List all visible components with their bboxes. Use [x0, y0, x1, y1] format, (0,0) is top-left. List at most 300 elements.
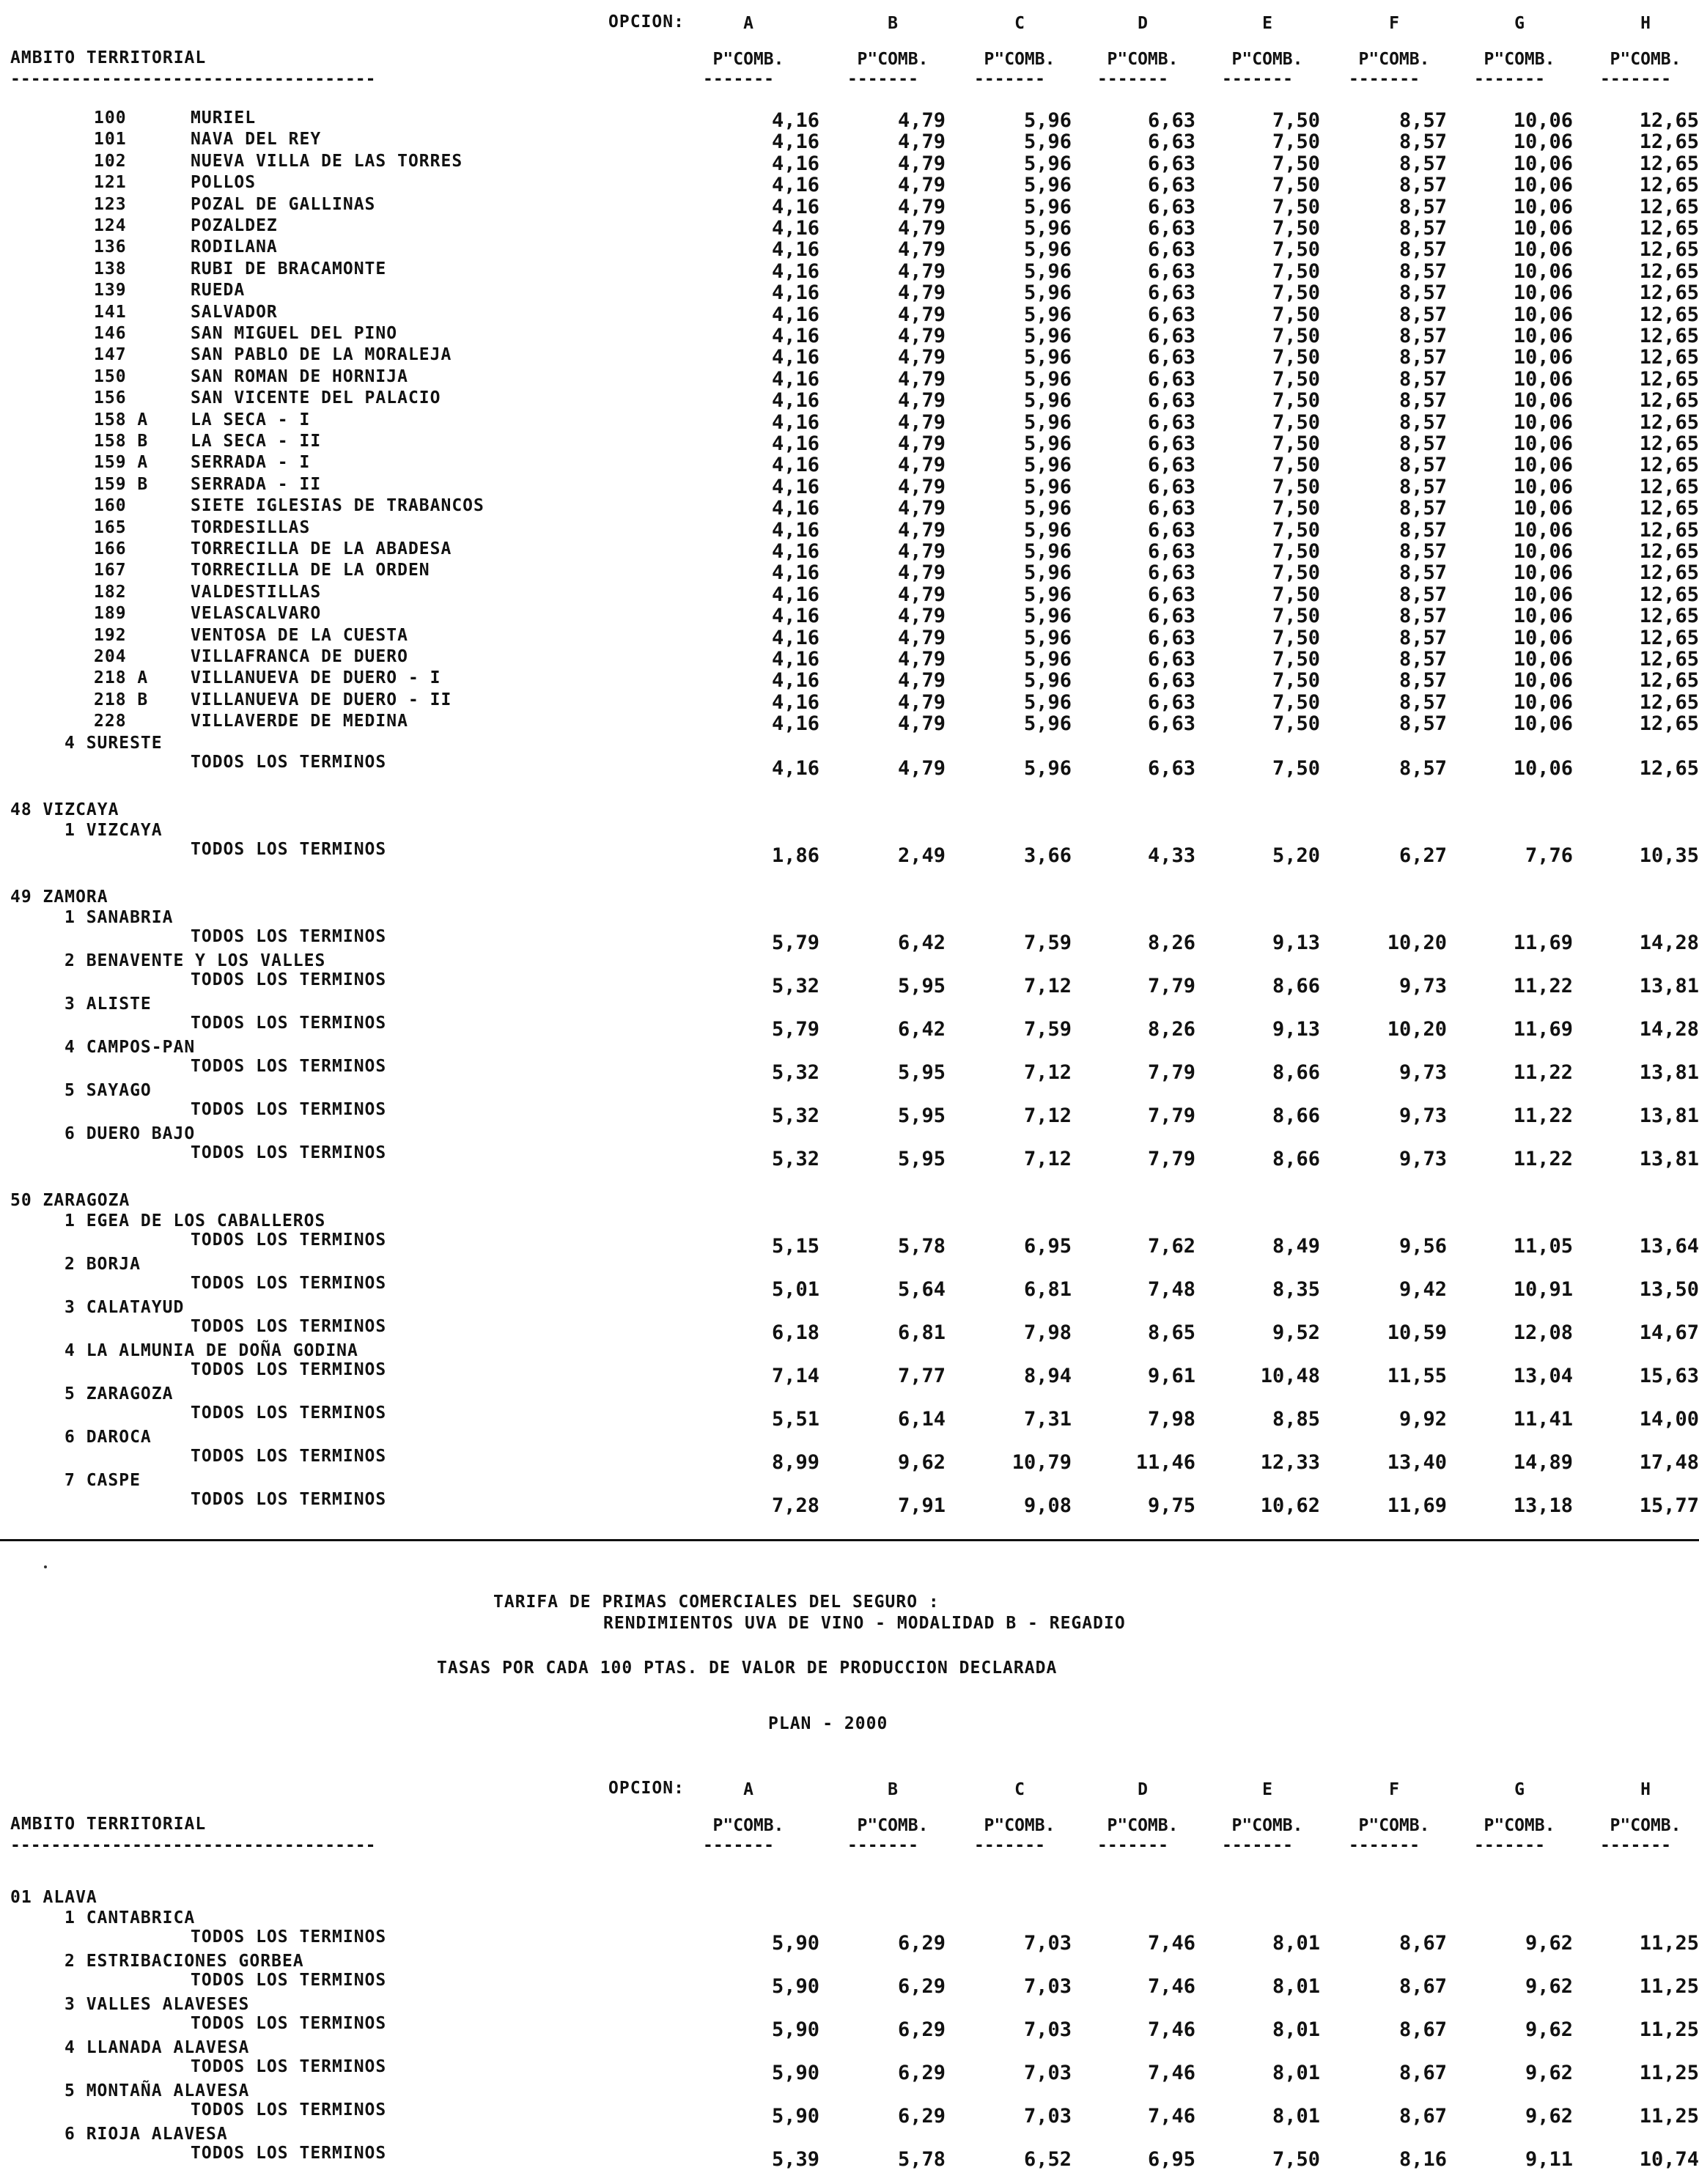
cell-value-g: 7,76 [1525, 844, 1573, 867]
cell-value-e: 7,50 [1272, 712, 1320, 736]
cell-value-b: 6,29 [897, 2105, 946, 2128]
cell-value-e: 7,50 [1272, 648, 1320, 671]
municipality-code: 124 [94, 216, 127, 235]
municipality-code: 189 [94, 604, 127, 624]
cell-value-d: 4,33 [1147, 844, 1195, 867]
cell-value-e: 7,50 [1272, 518, 1320, 542]
cell-value-c: 5,96 [1023, 756, 1072, 780]
column-letter-e: E [1262, 1780, 1272, 1799]
municipality-code: 218 B [94, 690, 149, 709]
municipality-name: TORRECILLA DE LA ORDEN [191, 561, 430, 580]
comarca-label: 4 SURESTE [65, 733, 163, 753]
cell-value-c: 5,96 [1023, 518, 1072, 542]
cell-value-g: 10,06 [1513, 109, 1573, 132]
cell-value-e: 8,01 [1272, 2062, 1320, 2084]
cell-value-g: 11,41 [1513, 1407, 1573, 1431]
comarca-label: 6 RIOJA ALAVESA [65, 2125, 228, 2144]
cell-value-d: 6,63 [1147, 454, 1195, 477]
cell-value-e: 7,50 [1272, 174, 1320, 197]
ambito-territorial-label: AMBITO TERRITORIAL [10, 1815, 207, 1834]
cell-value-g: 10,06 [1513, 432, 1573, 455]
cell-value-d: 6,63 [1147, 605, 1195, 628]
cell-value-a: 4,16 [771, 303, 819, 326]
cell-value-g: 10,06 [1513, 174, 1573, 197]
cell-value-h: 12,65 [1639, 281, 1699, 305]
section-divider-rule [0, 1539, 1699, 1541]
cell-value-f: 9,56 [1398, 1234, 1447, 1258]
comarca-label: 6 DAROCA [65, 1427, 152, 1447]
municipality-name: SIETE IGLESIAS DE TRABANCOS [191, 496, 484, 516]
cell-value-h: 12,65 [1639, 130, 1699, 154]
cell-value-c: 8,94 [1023, 1364, 1072, 1387]
province-label: 50 ZARAGOZA [10, 1190, 130, 1210]
cell-value-f: 8,57 [1398, 561, 1447, 585]
cell-value-d: 6,63 [1147, 367, 1195, 391]
cell-value-h: 11,25 [1639, 2062, 1699, 2084]
cell-value-e: 8,66 [1272, 1147, 1320, 1170]
cell-value-a: 4,16 [771, 346, 819, 369]
cell-value-b: 6,29 [897, 1975, 946, 1998]
cell-value-d: 9,61 [1147, 1364, 1195, 1387]
cell-value-c: 6,81 [1023, 1277, 1072, 1301]
cell-value-c: 5,96 [1023, 238, 1072, 262]
cell-value-h: 13,81 [1639, 974, 1699, 997]
cell-value-h: 13,50 [1639, 1277, 1699, 1301]
cell-value-d: 6,63 [1147, 389, 1195, 413]
cell-value-h: 12,65 [1639, 561, 1699, 585]
cell-value-d: 7,62 [1147, 1234, 1195, 1258]
municipality-name: TORRECILLA DE LA ABADESA [191, 539, 452, 558]
column-subheader-a: P"COMB. [712, 50, 784, 69]
cell-value-g: 10,06 [1513, 669, 1573, 693]
column-underline-b: ------- [847, 1836, 918, 1855]
cell-value-e: 7,50 [1272, 756, 1320, 780]
municipality-name: RODILANA [191, 237, 278, 257]
cell-value-h: 12,65 [1639, 389, 1699, 413]
column-subheader-f: P"COMB. [1358, 50, 1430, 69]
cell-value-g: 10,06 [1513, 410, 1573, 434]
cell-value-b: 5,78 [897, 2148, 946, 2171]
comarca-label: 2 BENAVENTE Y LOS VALLES [65, 951, 326, 970]
cell-value-a: 4,16 [771, 432, 819, 455]
cell-value-c: 7,12 [1023, 1147, 1072, 1170]
cell-value-g: 10,06 [1513, 712, 1573, 736]
tariff-title-line: TARIFA DE PRIMAS COMERCIALES DEL SEGURO : [493, 1593, 940, 1612]
cell-value-d: 7,79 [1147, 1147, 1195, 1170]
cell-value-b: 6,42 [897, 1017, 946, 1041]
all-terms-label: TODOS LOS TERMINOS [191, 1143, 387, 1162]
cell-value-h: 12,65 [1639, 626, 1699, 649]
column-letter-b: B [888, 14, 898, 33]
all-terms-label: TODOS LOS TERMINOS [191, 970, 387, 989]
cell-value-h: 12,65 [1639, 690, 1699, 714]
cell-value-c: 5,96 [1023, 410, 1072, 434]
cell-value-b: 4,79 [897, 389, 946, 413]
cell-value-c: 6,52 [1023, 2148, 1072, 2171]
cell-value-b: 2,49 [897, 844, 946, 867]
all-terms-label: TODOS LOS TERMINOS [191, 926, 387, 946]
municipality-name: RUEDA [191, 281, 246, 300]
cell-value-f: 8,57 [1398, 217, 1447, 240]
cell-value-b: 4,79 [897, 259, 946, 283]
cell-value-f: 11,55 [1387, 1364, 1447, 1387]
cell-value-g: 10,06 [1513, 690, 1573, 714]
cell-value-e: 7,50 [1272, 454, 1320, 477]
stray-mark [44, 1565, 47, 1568]
opcion-label: OPCION: [608, 1779, 685, 1798]
cell-value-a: 4,16 [771, 367, 819, 391]
cell-value-a: 4,16 [771, 152, 819, 175]
comarca-label: 4 LA ALMUNIA DE DOÑA GODINA [65, 1340, 358, 1360]
cell-value-a: 5,01 [771, 1277, 819, 1301]
cell-value-h: 12,65 [1639, 432, 1699, 455]
cell-value-c: 10,79 [1011, 1450, 1072, 1474]
municipality-code: 158 A [94, 410, 149, 429]
all-terms-label: TODOS LOS TERMINOS [191, 1403, 387, 1423]
cell-value-d: 6,95 [1147, 2148, 1195, 2171]
cell-value-g: 11,05 [1513, 1234, 1573, 1258]
cell-value-b: 4,79 [897, 583, 946, 606]
cell-value-h: 11,25 [1639, 2105, 1699, 2128]
cell-value-f: 8,57 [1398, 303, 1447, 326]
cell-value-f: 8,57 [1398, 238, 1447, 262]
cell-value-g: 11,22 [1513, 1060, 1573, 1084]
province-label: 48 VIZCAYA [10, 800, 119, 819]
cell-value-g: 9,62 [1525, 1975, 1573, 1998]
cell-value-e: 5,20 [1272, 844, 1320, 867]
cell-value-a: 6,18 [771, 1321, 819, 1344]
cell-value-a: 5,90 [771, 2018, 819, 2041]
cell-value-d: 6,63 [1147, 540, 1195, 563]
cell-value-e: 7,50 [1272, 497, 1320, 520]
cell-value-c: 5,96 [1023, 259, 1072, 283]
cell-value-e: 8,01 [1272, 2105, 1320, 2128]
column-underline-g: ------- [1474, 1836, 1545, 1855]
cell-value-f: 9,73 [1398, 1104, 1447, 1127]
comarca-label: 3 VALLES ALAVESES [65, 1995, 250, 2014]
tariff-subtitle-line: RENDIMIENTOS UVA DE VINO - MODALIDAD B - REGADIO [603, 1614, 1126, 1633]
cell-value-d: 6,63 [1147, 648, 1195, 671]
cell-value-g: 10,06 [1513, 152, 1573, 175]
cell-value-g: 10,06 [1513, 583, 1573, 606]
cell-value-c: 5,96 [1023, 174, 1072, 197]
cell-value-b: 9,62 [897, 1450, 946, 1474]
cell-value-d: 6,63 [1147, 303, 1195, 326]
cell-value-f: 8,57 [1398, 281, 1447, 305]
cell-value-e: 9,13 [1272, 1017, 1320, 1041]
cell-value-a: 4,16 [771, 475, 819, 498]
column-letter-c: C [1014, 14, 1025, 33]
cell-value-c: 5,96 [1023, 475, 1072, 498]
cell-value-g: 11,22 [1513, 974, 1573, 997]
all-terms-label: TODOS LOS TERMINOS [191, 1316, 387, 1336]
cell-value-c: 5,96 [1023, 561, 1072, 585]
cell-value-e: 7,50 [1272, 217, 1320, 240]
municipality-name: SALVADOR [191, 302, 278, 322]
cell-value-h: 12,65 [1639, 583, 1699, 606]
cell-value-d: 6,63 [1147, 690, 1195, 714]
cell-value-f: 8,67 [1398, 2018, 1447, 2041]
column-underline-h: ------- [1600, 70, 1671, 89]
cell-value-f: 8,57 [1398, 389, 1447, 413]
cell-value-d: 8,26 [1147, 931, 1195, 954]
cell-value-g: 10,06 [1513, 259, 1573, 283]
cell-value-c: 7,03 [1023, 1932, 1072, 1955]
municipality-code: 136 [94, 237, 127, 257]
comarca-label: 4 LLANADA ALAVESA [65, 2038, 250, 2057]
cell-value-c: 7,12 [1023, 1060, 1072, 1084]
cell-value-a: 4,16 [771, 238, 819, 262]
cell-value-c: 5,96 [1023, 626, 1072, 649]
column-underline-f: ------- [1349, 1836, 1420, 1855]
cell-value-f: 8,57 [1398, 690, 1447, 714]
cell-value-f: 8,57 [1398, 626, 1447, 649]
cell-value-h: 10,74 [1639, 2148, 1699, 2171]
cell-value-c: 3,66 [1023, 844, 1072, 867]
comarca-label: 2 BORJA [65, 1254, 141, 1274]
column-underline-f: ------- [1349, 70, 1420, 89]
cell-value-b: 4,79 [897, 669, 946, 693]
column-letter-e: E [1262, 14, 1272, 33]
cell-value-f: 9,92 [1398, 1407, 1447, 1431]
cell-value-g: 10,06 [1513, 475, 1573, 498]
comarca-label: 1 CANTABRICA [65, 1908, 196, 1927]
cell-value-d: 7,98 [1147, 1407, 1195, 1431]
cell-value-g: 10,06 [1513, 389, 1573, 413]
cell-value-f: 8,57 [1398, 109, 1447, 132]
cell-value-c: 5,96 [1023, 217, 1072, 240]
cell-value-h: 12,65 [1639, 605, 1699, 628]
column-subheader-h: P"COMB. [1610, 50, 1681, 69]
cell-value-e: 9,13 [1272, 931, 1320, 954]
cell-value-a: 7,28 [771, 1494, 819, 1517]
cell-value-d: 6,63 [1147, 669, 1195, 693]
municipality-name: NAVA DEL REY [191, 130, 322, 150]
column-subheader-h: P"COMB. [1610, 1816, 1681, 1835]
cell-value-g: 10,06 [1513, 303, 1573, 326]
cell-value-e: 7,50 [1272, 669, 1320, 693]
cell-value-e: 7,50 [1272, 195, 1320, 218]
municipality-code: 146 [94, 324, 127, 343]
cell-value-b: 5,95 [897, 974, 946, 997]
cell-value-h: 15,63 [1639, 1364, 1699, 1387]
cell-value-h: 14,28 [1639, 1017, 1699, 1041]
column-underline-c: ------- [974, 70, 1045, 89]
cell-value-d: 8,26 [1147, 1017, 1195, 1041]
column-underline-a: ------- [703, 1836, 774, 1855]
cell-value-b: 4,79 [897, 303, 946, 326]
cell-value-g: 9,62 [1525, 2018, 1573, 2041]
cell-value-a: 8,99 [771, 1450, 819, 1474]
cell-value-f: 8,57 [1398, 454, 1447, 477]
cell-value-c: 7,59 [1023, 931, 1072, 954]
cell-value-c: 5,96 [1023, 389, 1072, 413]
cell-value-e: 7,50 [1272, 152, 1320, 175]
cell-value-h: 13,81 [1639, 1147, 1699, 1170]
cell-value-g: 9,11 [1525, 2148, 1573, 2171]
cell-value-e: 8,66 [1272, 974, 1320, 997]
cell-value-d: 7,79 [1147, 1104, 1195, 1127]
cell-value-h: 12,65 [1639, 152, 1699, 175]
cell-value-a: 5,90 [771, 1932, 819, 1955]
cell-value-d: 6,63 [1147, 626, 1195, 649]
cell-value-g: 10,06 [1513, 756, 1573, 780]
province-label: 49 ZAMORA [10, 887, 108, 907]
cell-value-f: 10,20 [1387, 931, 1447, 954]
cell-value-f: 8,57 [1398, 259, 1447, 283]
column-subheader-g: P"COMB. [1484, 50, 1555, 69]
comarca-label: 7 CASPE [65, 1470, 141, 1490]
cell-value-a: 4,16 [771, 756, 819, 780]
cell-value-d: 8,65 [1147, 1321, 1195, 1344]
cell-value-b: 4,79 [897, 712, 946, 736]
cell-value-c: 7,03 [1023, 2062, 1072, 2084]
cell-value-f: 8,57 [1398, 432, 1447, 455]
cell-value-a: 4,16 [771, 454, 819, 477]
cell-value-d: 6,63 [1147, 583, 1195, 606]
cell-value-e: 7,50 [1272, 432, 1320, 455]
cell-value-b: 4,79 [897, 238, 946, 262]
all-terms-label: TODOS LOS TERMINOS [191, 2100, 387, 2120]
column-subheader-b: P"COMB. [857, 1816, 929, 1835]
cell-value-g: 10,06 [1513, 195, 1573, 218]
cell-value-c: 5,96 [1023, 130, 1072, 154]
comarca-label: 4 CAMPOS-PAN [65, 1037, 196, 1057]
comarca-label: 1 EGEA DE LOS CABALLEROS [65, 1211, 326, 1231]
cell-value-e: 10,48 [1260, 1364, 1320, 1387]
cell-value-b: 4,79 [897, 217, 946, 240]
cell-value-h: 13,64 [1639, 1234, 1699, 1258]
opcion-label: OPCION: [608, 12, 685, 32]
cell-value-a: 4,16 [771, 669, 819, 693]
cell-value-b: 4,79 [897, 518, 946, 542]
cell-value-b: 4,79 [897, 540, 946, 563]
cell-value-b: 4,79 [897, 130, 946, 154]
cell-value-c: 7,12 [1023, 974, 1072, 997]
municipality-name: LA SECA - II [191, 432, 322, 451]
cell-value-b: 4,79 [897, 756, 946, 780]
cell-value-e: 7,50 [1272, 583, 1320, 606]
cell-value-f: 8,57 [1398, 367, 1447, 391]
municipality-name: VILLAFRANCA DE DUERO [191, 647, 408, 666]
municipality-name: RUBI DE BRACAMONTE [191, 259, 387, 278]
cell-value-e: 8,01 [1272, 1975, 1320, 1998]
cell-value-h: 12,65 [1639, 367, 1699, 391]
column-underline-d: ------- [1097, 1836, 1168, 1855]
municipality-name: SAN ROMAN DE HORNIJA [191, 366, 408, 386]
column-underline-c: ------- [974, 1836, 1045, 1855]
cell-value-e: 9,52 [1272, 1321, 1320, 1344]
cell-value-e: 7,50 [1272, 281, 1320, 305]
cell-value-e: 7,50 [1272, 540, 1320, 563]
cell-value-h: 12,65 [1639, 497, 1699, 520]
cell-value-a: 4,16 [771, 195, 819, 218]
municipality-name: POZAL DE GALLINAS [191, 194, 376, 214]
cell-value-h: 12,65 [1639, 346, 1699, 369]
municipality-code: 204 [94, 647, 127, 666]
municipality-name: LA SECA - I [191, 410, 311, 429]
cell-value-d: 6,63 [1147, 281, 1195, 305]
cell-value-e: 7,50 [1272, 130, 1320, 154]
cell-value-a: 4,16 [771, 583, 819, 606]
cell-value-d: 7,48 [1147, 1277, 1195, 1301]
cell-value-f: 8,67 [1398, 1975, 1447, 1998]
column-letter-f: F [1389, 14, 1399, 33]
cell-value-a: 4,16 [771, 389, 819, 413]
cell-value-f: 8,57 [1398, 583, 1447, 606]
cell-value-e: 12,33 [1260, 1450, 1320, 1474]
municipality-code: 218 A [94, 668, 149, 688]
cell-value-f: 8,57 [1398, 174, 1447, 197]
cell-value-a: 4,16 [771, 217, 819, 240]
municipality-name: SAN VICENTE DEL PALACIO [191, 388, 441, 408]
cell-value-f: 8,67 [1398, 2105, 1447, 2128]
cell-value-h: 11,25 [1639, 2018, 1699, 2041]
cell-value-h: 12,65 [1639, 669, 1699, 693]
cell-value-d: 6,63 [1147, 195, 1195, 218]
cell-value-e: 7,50 [1272, 346, 1320, 369]
municipality-code: 102 [94, 151, 127, 171]
cell-value-f: 8,16 [1398, 2148, 1447, 2171]
cell-value-d: 6,63 [1147, 432, 1195, 455]
all-terms-label: TODOS LOS TERMINOS [191, 752, 387, 772]
cell-value-e: 7,50 [1272, 238, 1320, 262]
cell-value-f: 9,73 [1398, 1060, 1447, 1084]
cell-value-h: 12,65 [1639, 109, 1699, 132]
all-terms-label: TODOS LOS TERMINOS [191, 2144, 387, 2163]
cell-value-c: 5,96 [1023, 497, 1072, 520]
cell-value-e: 8,01 [1272, 2018, 1320, 2041]
municipality-code: 121 [94, 173, 127, 193]
cell-value-d: 7,46 [1147, 1932, 1195, 1955]
cell-value-b: 4,79 [897, 346, 946, 369]
cell-value-a: 4,16 [771, 130, 819, 154]
cell-value-h: 12,65 [1639, 712, 1699, 736]
column-underline-g: ------- [1474, 70, 1545, 89]
cell-value-h: 14,67 [1639, 1321, 1699, 1344]
municipality-code: 228 [94, 712, 127, 731]
municipality-code: 147 [94, 345, 127, 365]
cell-value-d: 7,79 [1147, 1060, 1195, 1084]
cell-value-a: 5,79 [771, 931, 819, 954]
cell-value-h: 12,65 [1639, 195, 1699, 218]
cell-value-c: 7,03 [1023, 2018, 1072, 2041]
cell-value-b: 4,79 [897, 109, 946, 132]
cell-value-a: 5,32 [771, 1060, 819, 1084]
cell-value-e: 8,49 [1272, 1234, 1320, 1258]
column-underline-d: ------- [1097, 70, 1168, 89]
municipality-code: 158 B [94, 432, 149, 451]
cell-value-b: 4,79 [897, 475, 946, 498]
cell-value-c: 5,96 [1023, 152, 1072, 175]
column-underline-e: ------- [1222, 1836, 1293, 1855]
cell-value-f: 8,57 [1398, 540, 1447, 563]
cell-value-a: 4,16 [771, 518, 819, 542]
column-subheader-g: P"COMB. [1484, 1816, 1555, 1835]
cell-value-d: 6,63 [1147, 238, 1195, 262]
cell-value-d: 11,46 [1135, 1450, 1195, 1474]
cell-value-h: 12,65 [1639, 325, 1699, 347]
cell-value-c: 5,96 [1023, 109, 1072, 132]
cell-value-a: 4,16 [771, 174, 819, 197]
cell-value-f: 8,57 [1398, 325, 1447, 347]
cell-value-h: 12,65 [1639, 238, 1699, 262]
cell-value-g: 11,22 [1513, 1147, 1573, 1170]
cell-value-c: 5,96 [1023, 605, 1072, 628]
cell-value-d: 7,46 [1147, 2105, 1195, 2128]
cell-value-g: 10,06 [1513, 367, 1573, 391]
municipality-code: 139 [94, 281, 127, 300]
